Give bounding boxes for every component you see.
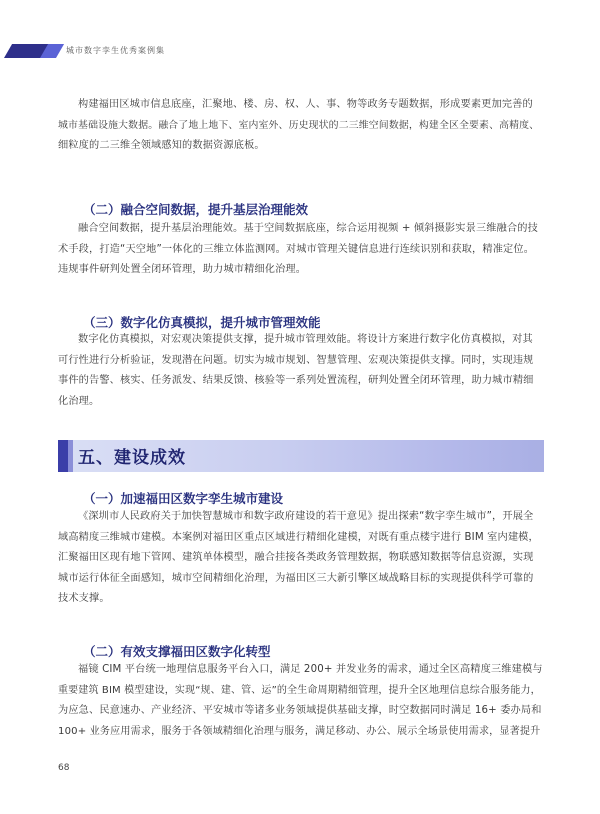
banner-tab <box>68 440 73 472</box>
paragraph-line: 福镜 CIM 平台统一地理信息服务平台入口，满足 200+ 并发业务的需求，通过全区高精度三维建模与 <box>78 664 543 675</box>
banner-accent <box>58 440 68 472</box>
paragraph-city-foundation <box>58 95 544 157</box>
paragraph-line: 术手段，打造“天空地”一体化的三维立体监测网。对城市管理关键信息进行连续识别和获取，精准定位。 <box>58 243 535 255</box>
paragraph-line: 100+ 业务应用需求，服务于各领域精细化治理与服务，满足移动、办公、展示全场景使用需求，显著提升 <box>58 725 541 737</box>
paragraph-line: 可行性进行分析验证，发现潜在问题。切实为城市规划、智慧管理、宏观决策提供支撑。同时，实现违规 <box>58 354 534 366</box>
paragraph-line: 违规事件研判处置全闭环管理，助力城市精细化治理。 <box>58 264 307 275</box>
subheading-digital-twin: （一）加速福田区数字孪生城市建设 <box>83 491 284 506</box>
paragraph-simulation <box>58 330 544 412</box>
paragraph-line: 融合空间数据，提升基层治理能效。基于空间数据底座，综合运用视频 + 倾斜摄影实景三维融合的技 <box>78 223 538 234</box>
paragraph-line: 构建福田区城市信息底座，汇聚地、楼、房、权、人、事、物等政务专题数据，形成要素更加完善的 <box>78 99 533 110</box>
paragraph-line: 城市运行体征全面感知，城市空间精细化治理，为福田区三大新引擎区域战略目标的实现提供科学可靠的 <box>58 572 534 584</box>
paragraph-line: 重要建筑 BIM 模型建设，实现“规、建、管、运”的全生命周期精细管理，提升全区地理信息综合服务能力， <box>58 684 541 696</box>
subheading-spatial-data: （二）融合空间数据，提升基层治理能效 <box>83 202 309 217</box>
subheading-digital-transformation: （二）有效支撑福田区数字化转型 <box>83 644 271 659</box>
page-number: 68 <box>58 763 70 773</box>
paragraph-line: 事件的告警、核实、任务派发、结果反馈、核验等一系列处置流程，研判处置全闭环管理，助力城市精细 <box>58 375 534 386</box>
section-title: 五、建设成效 <box>78 448 186 468</box>
paragraph-line: 为应急、民意速办、产业经济、平安城市等诸多业务领域提供基础支撑，时空数据同时满足 16+ 委办局和 <box>58 705 542 716</box>
paragraph-line: 数字化仿真模拟，对宏观决策提供支撑，提升城市管理效能。将设计方案进行数字化仿真模拟，对其 <box>78 334 533 345</box>
paragraph-digital-twin <box>58 507 544 610</box>
running-header-title: 城市数字孪生优秀案例集 <box>66 46 165 55</box>
paragraph-line: 汇聚福田区现有地下管网、建筑单体模型，融合挂接各类政务管理数据，物联感知数据等信息资源，实现 <box>58 552 534 563</box>
paragraph-line: 化治理。 <box>58 395 100 407</box>
paragraph-spatial-data <box>58 219 544 281</box>
section-banner <box>58 440 544 472</box>
paragraph-line: 细粒度的二三维全领域感知的数据资源底板。 <box>58 140 265 151</box>
paragraph-digital-transformation <box>58 660 544 742</box>
subheading-simulation: （三）数字化仿真模拟，提升城市管理效能 <box>83 315 321 330</box>
paragraph-line: 《深圳市人民政府关于加快智慧城市和数字政府建设的若干意见》提出探索“数字孪生城市”，开展全 <box>78 511 534 522</box>
paragraph-line: 域高精度三维城市建模。本案例对福田区重点区域进行精细化建模，对既有重点楼宇进行 BIM 室内建模， <box>58 531 539 543</box>
paragraph-line: 技术支撑。 <box>58 593 110 604</box>
paragraph-line: 城市基础设施大数据。融合了地上地下、室内室外、历史现状的二三维空间数据，构建全区全要素、高精度、 <box>58 119 540 131</box>
